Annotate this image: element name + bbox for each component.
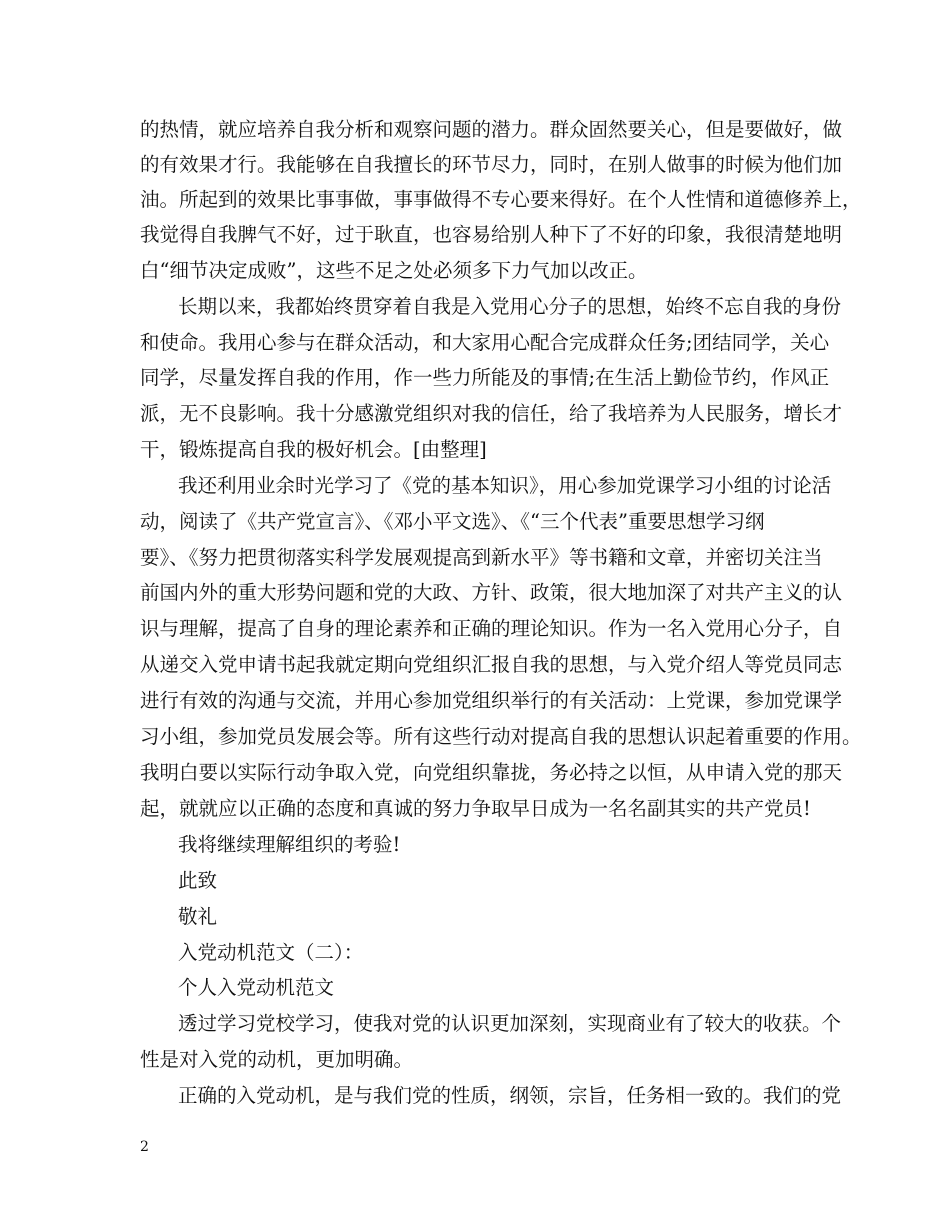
text-line: 识与理解，提高了自身的理论素养和正确的理论知识。作为一名入党用心分子，自 — [140, 617, 843, 640]
text-line: 起，就就应以正确的态度和真诚的努力争取早日成为一名名副其实的共产党员! — [140, 797, 811, 820]
text-line: 和使命。我用心参与在群众活动，和大家用心配合完成群众任务;团结同学，关心 — [140, 331, 830, 354]
text-line: 的有效果才行。我能够在自我擅长的环节尽力，同时，在别人做事的时候为他们加 — [140, 153, 843, 176]
paragraph-first-line: 长期以来，我都始终贯穿着自我是入党用心分子的思想，始终不忘自我的身份 — [178, 295, 842, 318]
text-line: 性是对入党的动机，更加明确。 — [140, 1048, 414, 1071]
text-line: 我觉得自我脾气不好，过于耿直，也容易给别人种下了不好的印象，我很清楚地明 — [140, 223, 843, 246]
text-line: 白“细节决定成败”，这些不足之处必须多下力气加以改正。 — [140, 259, 648, 282]
text-line: 油。所起到的效果比事事做，事事做得不专心要来得好。在个人性情和道德修养上， — [140, 188, 862, 211]
paragraph-first-line: 我还利用业余时光学习了《党的基本知识》，用心参加党课学习小组的讨论活 — [178, 474, 832, 497]
closing-regards: 敬礼 — [178, 905, 218, 928]
text-line: 的热情，就应培养自我分析和观察问题的潜力。群众固然要关心，但是要做好，做 — [140, 118, 843, 141]
section-subheading: 个人入党动机范文 — [178, 976, 335, 999]
paragraph-first-line: 正确的入党动机，是与我们党的性质，纲领，宗旨，任务相一致的。我们的党 — [178, 1084, 842, 1107]
text-line: 干，锻炼提高自我的极好机会。[由整理] — [140, 438, 487, 461]
paragraph-first-line: 我将继续理解组织的考验! — [178, 833, 401, 856]
text-line: 派，无不良影响。我十分感激党组织对我的信任，给了我培养为人民服务，增长才 — [140, 402, 843, 425]
text-line: 要》、《努力把贯彻落实科学发展观提高到新水平》等书籍和文章，并密切关注当 — [140, 546, 823, 569]
text-line: 进行有效的沟通与交流，并用心参加党组织举行的有关活动：上党课，参加党课学 — [140, 689, 843, 712]
text-line: 习小组，参加党员发展会等。所有这些行动对提高自我的思想认识起着重要的作用。 — [140, 725, 862, 748]
text-line: 前国内外的重大形势问题和党的大政、方针、政策，很大地加深了对共产主义的认 — [140, 581, 843, 604]
text-line: 从递交入党申请书起我就定期向党组织汇报自我的思想，与入党介绍人等党员同志 — [140, 653, 843, 676]
text-line: 同学，尽量发挥自我的作用，作一些力所能及的事情;在生活上勤俭节约，作风正 — [140, 366, 830, 389]
paragraph-first-line: 透过学习党校学习，使我对党的认识更加深刻，实现商业有了较大的收获。个 — [178, 1012, 842, 1035]
closing-salutation: 此致 — [178, 869, 218, 892]
text-line: 我明白要以实际行动争取入党，向党组织靠拢，务必持之以恒，从申请入党的那天 — [140, 761, 843, 784]
section-heading: 入党动机范文（二）： — [178, 941, 364, 964]
text-line: 动，阅读了《共产党宣言》、《邓小平文选》、《“三个代表”重要思想学习纲 — [140, 510, 765, 533]
page-number: 2 — [140, 1139, 149, 1155]
